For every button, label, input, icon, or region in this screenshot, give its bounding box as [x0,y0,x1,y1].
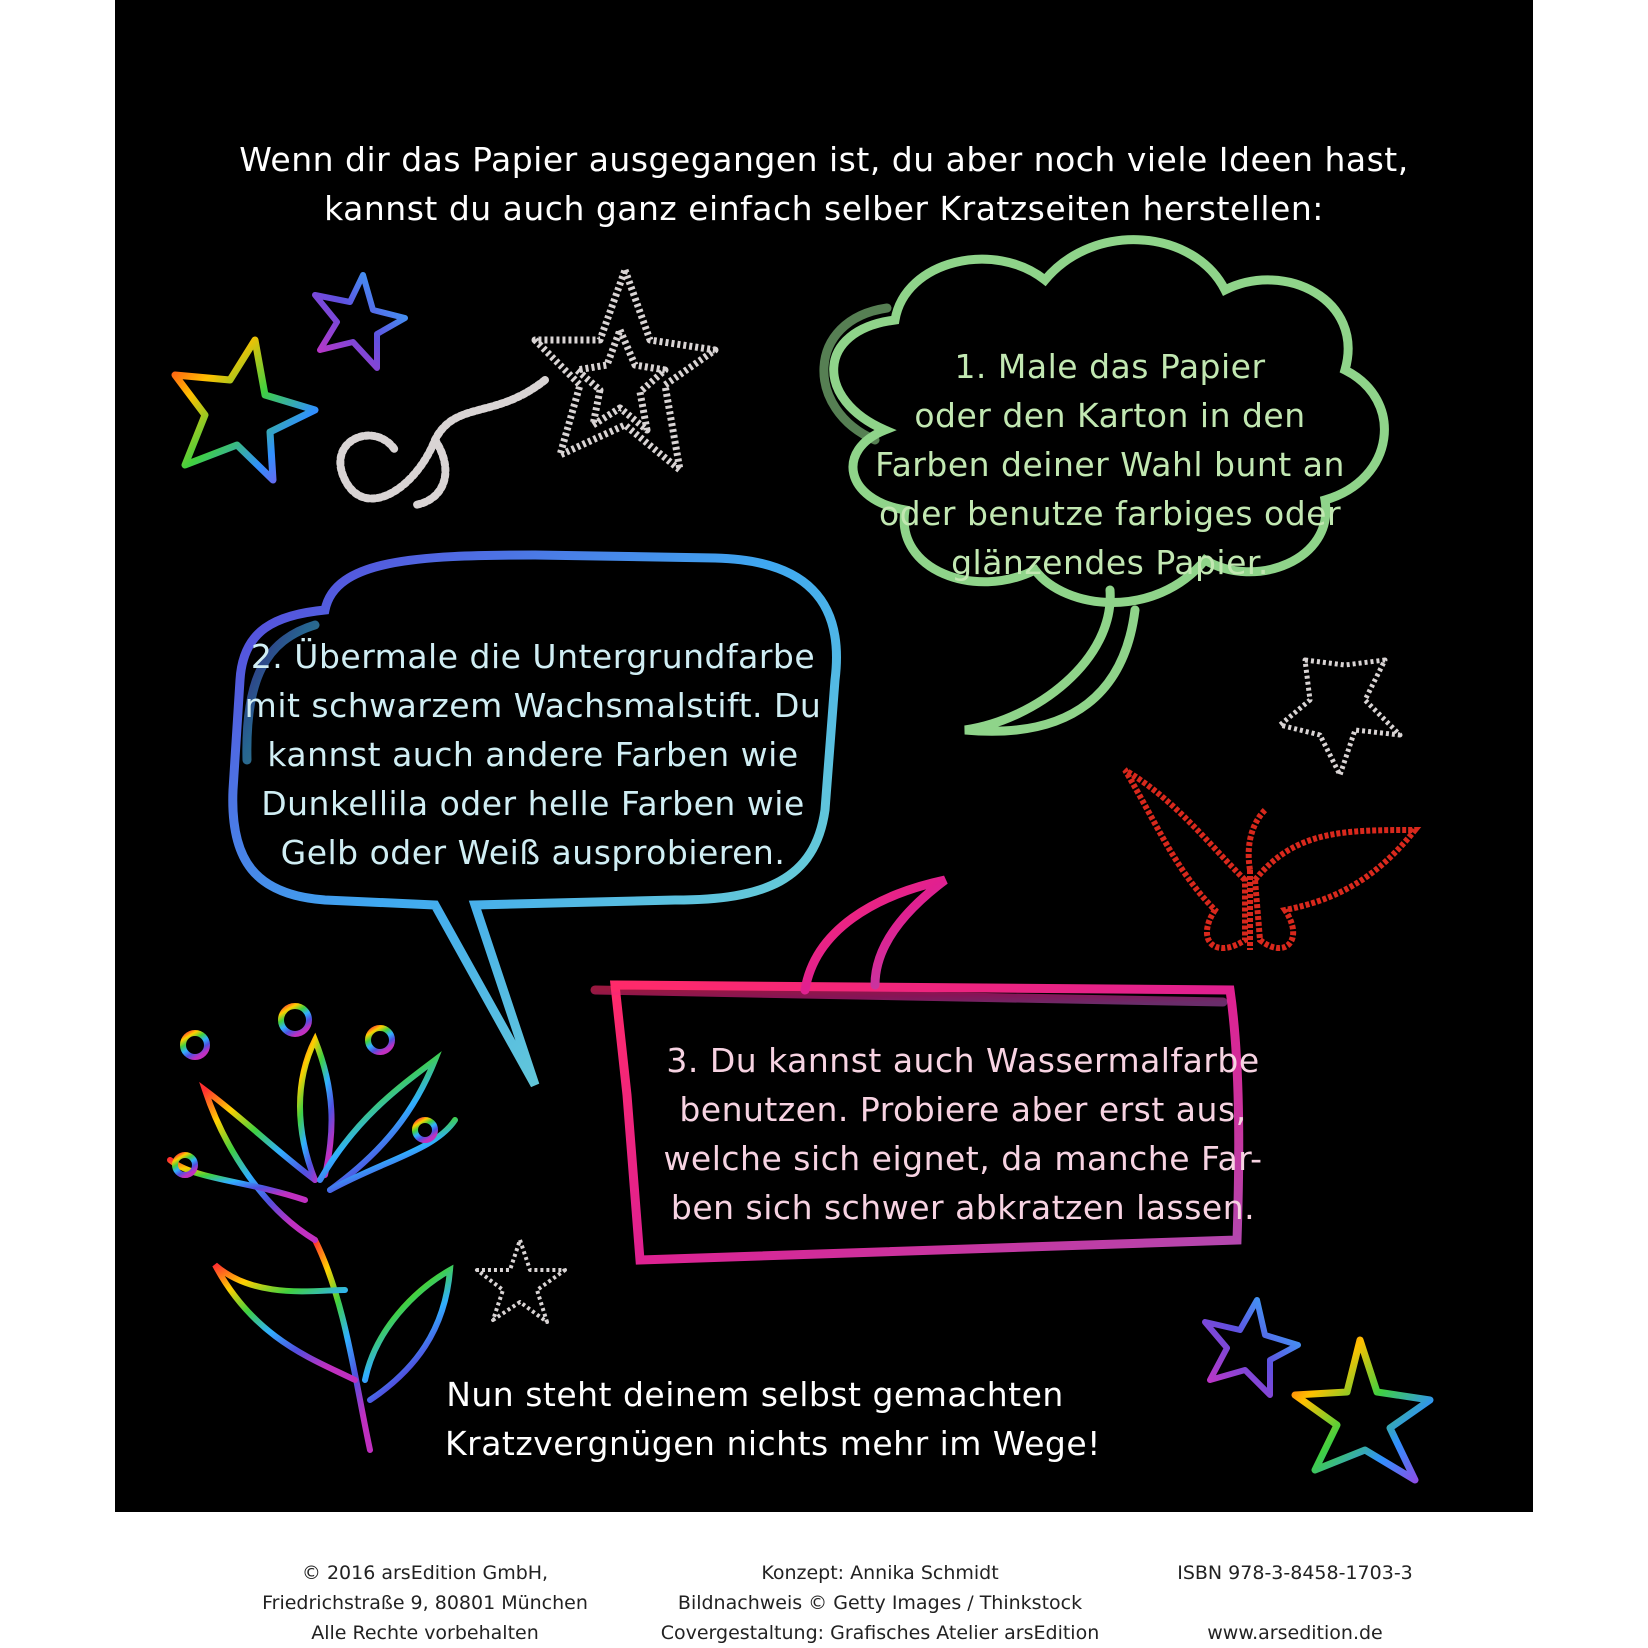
intro-text [175,135,1473,233]
step-2-line: 2. Übermale die Untergrundfarbe [250,637,816,676]
step-3-text [663,1036,1263,1232]
silver-star-icon [477,1240,565,1322]
step-1-line: Farben deiner Wahl bunt an [875,445,1345,484]
footer-isbn [1135,1558,1455,1648]
rainbow-star-icon [175,340,315,480]
rainbow-star-icon [1205,1300,1298,1395]
step-3-line: welche sich eignet, da manche Far- [663,1139,1263,1178]
intro-line-1: Wenn dir das Papier ausgegangen ist, du aber noch viele Ideen hast, [239,140,1409,179]
outro-line-1: Nun steht deinem selbst gemachten [446,1375,1064,1414]
scratch-art-page [115,0,1533,1512]
step-2-line: Dunkellila oder helle Farben wie [261,784,805,823]
step-2-line: kannst auch andere Farben wie [267,735,799,774]
footer-line: Friedrichstraße 9, 80801 München [262,1592,588,1614]
step-1-line: oder benutze farbiges oder [878,494,1342,533]
outro-line-2: Kratzvergnügen nichts mehr im Wege! [445,1424,1101,1463]
step-1-line: glänzendes Papier. [951,543,1269,582]
butterfly-icon [1125,770,1415,950]
step-2-line: Gelb oder Weiß ausprobieren. [280,833,786,872]
intro-line-2: kannst du auch ganz einfach selber Kratzseiten herstellen: [324,189,1324,228]
step-1-text [875,342,1345,587]
step-3-line: 3. Du kannst auch Wassermalfarbe [666,1041,1260,1080]
outro-text [445,1370,1101,1468]
footer-line: Bildnachweis © Getty Images / Thinkstock [677,1592,1083,1614]
step-1-line: oder den Karton in den [914,396,1306,435]
step-3-line: ben sich schwer abkratzen lassen. [670,1188,1256,1227]
rainbow-star-icon [315,275,405,368]
silver-star-icon [1280,660,1400,775]
step-2-line: mit schwarzem Wachsmalstift. Du [244,686,822,725]
footer-spacer [1135,1588,1455,1618]
footer-line: © 2016 arsEdition GmbH, [301,1562,549,1584]
swirl-icon [340,380,545,505]
step-1-line: 1. Male das Papier [954,347,1266,386]
isbn-text: ISBN 978-3-8458-1703-3 [1177,1562,1413,1584]
step-3-line: benutzen. Probiere aber erst aus, [679,1090,1247,1129]
step-2-text [243,632,823,877]
footer-line: Konzept: Annika Schmidt [761,1562,999,1584]
footer-line: Alle Rechte vorbehalten [311,1622,539,1644]
rainbow-star-icon [1295,1340,1430,1480]
silver-star-icon [535,270,715,470]
footer-credits [640,1558,1120,1648]
website-link[interactable]: www.arsedition.de [1207,1622,1383,1644]
footer-line: Covergestaltung: Grafisches Atelier arsEdition [660,1622,1100,1644]
flower-icon [170,1006,455,1450]
footer-publisher [245,1558,605,1648]
